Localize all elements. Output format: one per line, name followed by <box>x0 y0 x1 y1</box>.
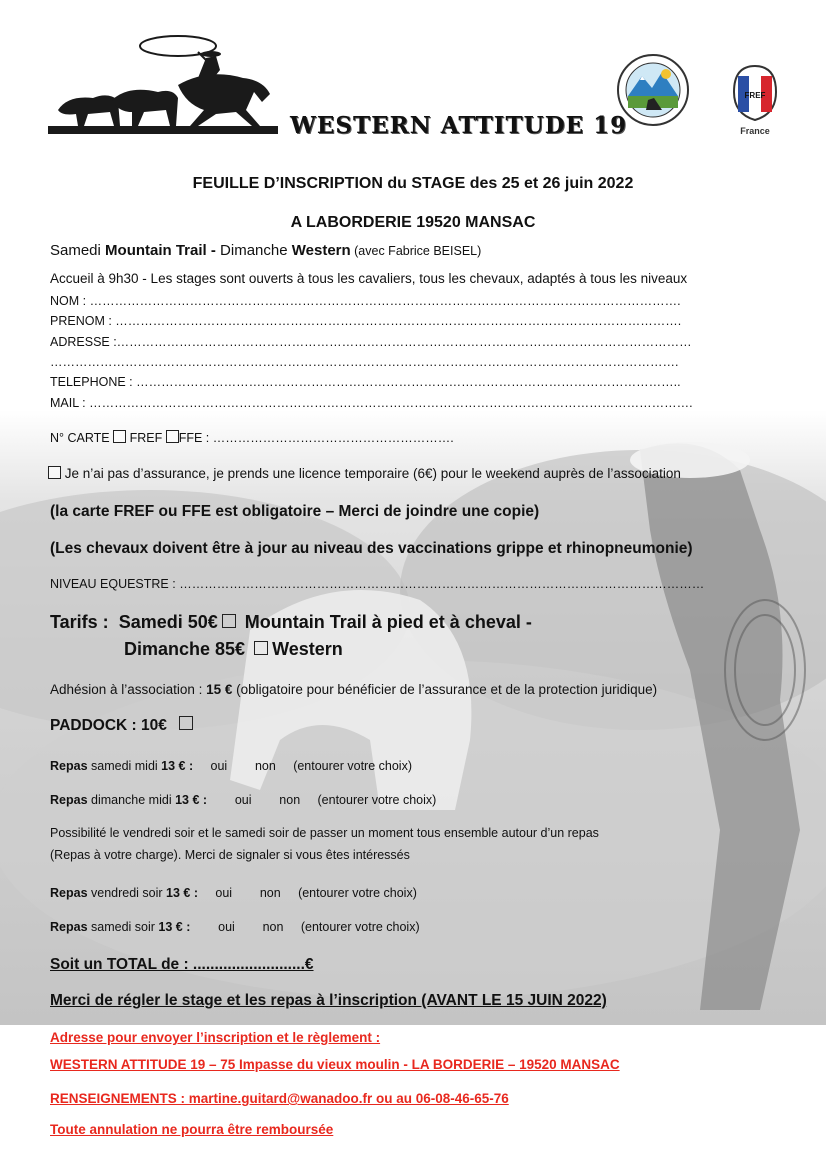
adhesion-price: 15 € <box>206 682 233 697</box>
total-field[interactable]: Soit un TOTAL de : ..........................€ <box>50 956 314 973</box>
fref-checkbox[interactable] <box>113 430 126 443</box>
niveau-field[interactable]: NIVEAU EQUESTRE : ……………………………………………………………………………………………………………… <box>50 577 705 591</box>
repas4-text: samedi soir <box>87 920 159 934</box>
footer-annulation: Toute annulation ne pourra être remboursée <box>50 1122 334 1137</box>
repas3-price: 13 € : <box>166 886 199 900</box>
adhesion-row <box>50 682 657 697</box>
footer-renseignements[interactable]: RENSEIGNEMENTS : martine.guitard@wanadoo.fr ou au 06-08-46-65-76 <box>50 1091 509 1106</box>
adresse-field-2[interactable]: ……………………………………………………………………………………………………………………………………. <box>50 355 679 369</box>
repas2-text: dimanche midi <box>87 793 176 807</box>
mail-field[interactable]: MAIL : ………………………………………………………………………………………………………………………………. <box>50 396 693 410</box>
tarifs-dimanche-row <box>124 639 343 660</box>
tarifs-samedi-row <box>50 612 532 633</box>
subtitle-mountain: Mountain Trail <box>105 242 207 259</box>
repas2-choice[interactable]: oui non (entourer votre choix) <box>207 793 437 807</box>
tarifs-label: Tarifs : <box>50 612 109 632</box>
repas2-price: 13 € : <box>175 793 208 807</box>
logo2-label: FREF <box>744 91 766 100</box>
cowboy-logo-icon <box>48 30 280 138</box>
mountain-trail-logo-icon <box>610 52 696 128</box>
repas1-choice[interactable]: oui non (entourer votre choix) <box>193 759 412 773</box>
subtitle-dash: - <box>206 242 221 259</box>
repas-samedi-midi <box>50 759 412 773</box>
tarifs-samedi: Samedi 50€ <box>118 612 218 632</box>
adhesion-label: Adhésion à l’association : <box>50 682 207 697</box>
subtitle-dimanche: Dimanche <box>220 242 292 259</box>
repas4-choice[interactable]: oui non (entourer votre choix) <box>190 920 420 934</box>
logo2-sub: France <box>740 126 770 136</box>
carte-label: N° CARTE <box>50 431 114 445</box>
reglement-note: Merci de régler le stage et les repas à l’inscription (AVANT LE 15 JUIN 2022) <box>50 992 607 1009</box>
repas2-label: Repas <box>50 793 88 807</box>
accueil-text: Accueil à 9h30 - Les stages sont ouverts à tous les cavaliers, tous les chevaux, adaptés à tous les niveaux <box>50 271 688 286</box>
telephone-field[interactable]: TELEPHONE : ………………………………………………………………………………………………………………….. <box>50 375 681 389</box>
fref-logo-icon <box>726 62 784 138</box>
footer-adresse: WESTERN ATTITUDE 19 – 75 Impasse du vieux moulin - LA BORDERIE – 19520 MANSAC <box>50 1057 620 1072</box>
tarifs-dimanche: Dimanche 85€ <box>124 639 246 659</box>
form-title: FEUILLE D’INSCRIPTION du STAGE des 25 et 26 juin 2022 <box>192 175 634 192</box>
vaccinations-note: (Les chevaux doivent être à jour au niveau des vaccinations grippe et rhinopneumonie) <box>50 540 693 557</box>
paddock-label: PADDOCK : 10€ <box>50 717 167 734</box>
possibilite-line2: (Repas à votre charge). Merci de signaler si vous êtes intéressés <box>50 848 410 862</box>
assurance-label: Je n’ai pas d’assurance, je prends une licence temporaire (6€) pour le weekend auprès de l’association <box>61 466 681 481</box>
subtitle-samedi: Samedi <box>50 242 106 259</box>
nom-field[interactable]: NOM : ……………………………………………………………………………………………………………………………. <box>50 294 681 308</box>
assurance-checkbox[interactable] <box>48 466 61 479</box>
repas4-label: Repas <box>50 920 88 934</box>
subtitle-avec: (avec Fabrice BEISEL) <box>350 244 482 258</box>
ffe-field[interactable]: FFE : …………………………………………………. <box>178 431 454 445</box>
repas-dimanche-midi <box>50 793 436 807</box>
dimanche-option: Western <box>272 639 343 659</box>
repas-vendredi-soir <box>50 886 417 900</box>
possibilite-line1: Possibilité le vendredi soir et le samedi soir de passer un moment tous ensemble autour d’un repas <box>50 826 599 840</box>
repas-samedi-soir <box>50 920 420 934</box>
repas3-label: Repas <box>50 886 88 900</box>
footer-adresse-label: Adresse pour envoyer l’inscription et le règlement : <box>50 1030 381 1045</box>
brand-title: WESTERN ATTITUDE 19 <box>290 112 628 139</box>
samedi-option: Mountain Trail à pied et à cheval - <box>244 612 532 632</box>
assurance-row <box>48 466 681 481</box>
dimanche-checkbox[interactable] <box>254 641 268 655</box>
subtitle-western: Western <box>291 242 351 259</box>
adresse-field[interactable]: ADRESSE :………………………………………………………………………………………………………………………… <box>50 335 692 349</box>
paddock-row <box>50 716 197 735</box>
repas3-choice[interactable]: oui non (entourer votre choix) <box>198 886 417 900</box>
ffe-checkbox[interactable] <box>166 430 179 443</box>
adhesion-note: (obligatoire pour bénéficier de l’assurance et de la protection juridique) <box>232 682 658 697</box>
form-location: A LABORDERIE 19520 MANSAC <box>290 214 536 231</box>
carte-row <box>50 430 454 445</box>
fref-label: FREF <box>126 431 166 445</box>
repas3-text: vendredi soir <box>87 886 167 900</box>
repas1-label: Repas <box>50 759 88 773</box>
repas4-price: 13 € : <box>158 920 191 934</box>
prenom-field[interactable]: PRENOM : ………………………………………………………………………………………………………………………. <box>50 314 682 328</box>
repas1-text: samedi midi <box>87 759 162 773</box>
paddock-checkbox[interactable] <box>179 716 193 730</box>
carte-obligatoire-note: (la carte FREF ou FFE est obligatoire – Merci de joindre une copie) <box>50 503 540 520</box>
samedi-checkbox[interactable] <box>222 614 236 628</box>
stage-subtitle <box>50 242 481 259</box>
repas1-price: 13 € : <box>161 759 194 773</box>
